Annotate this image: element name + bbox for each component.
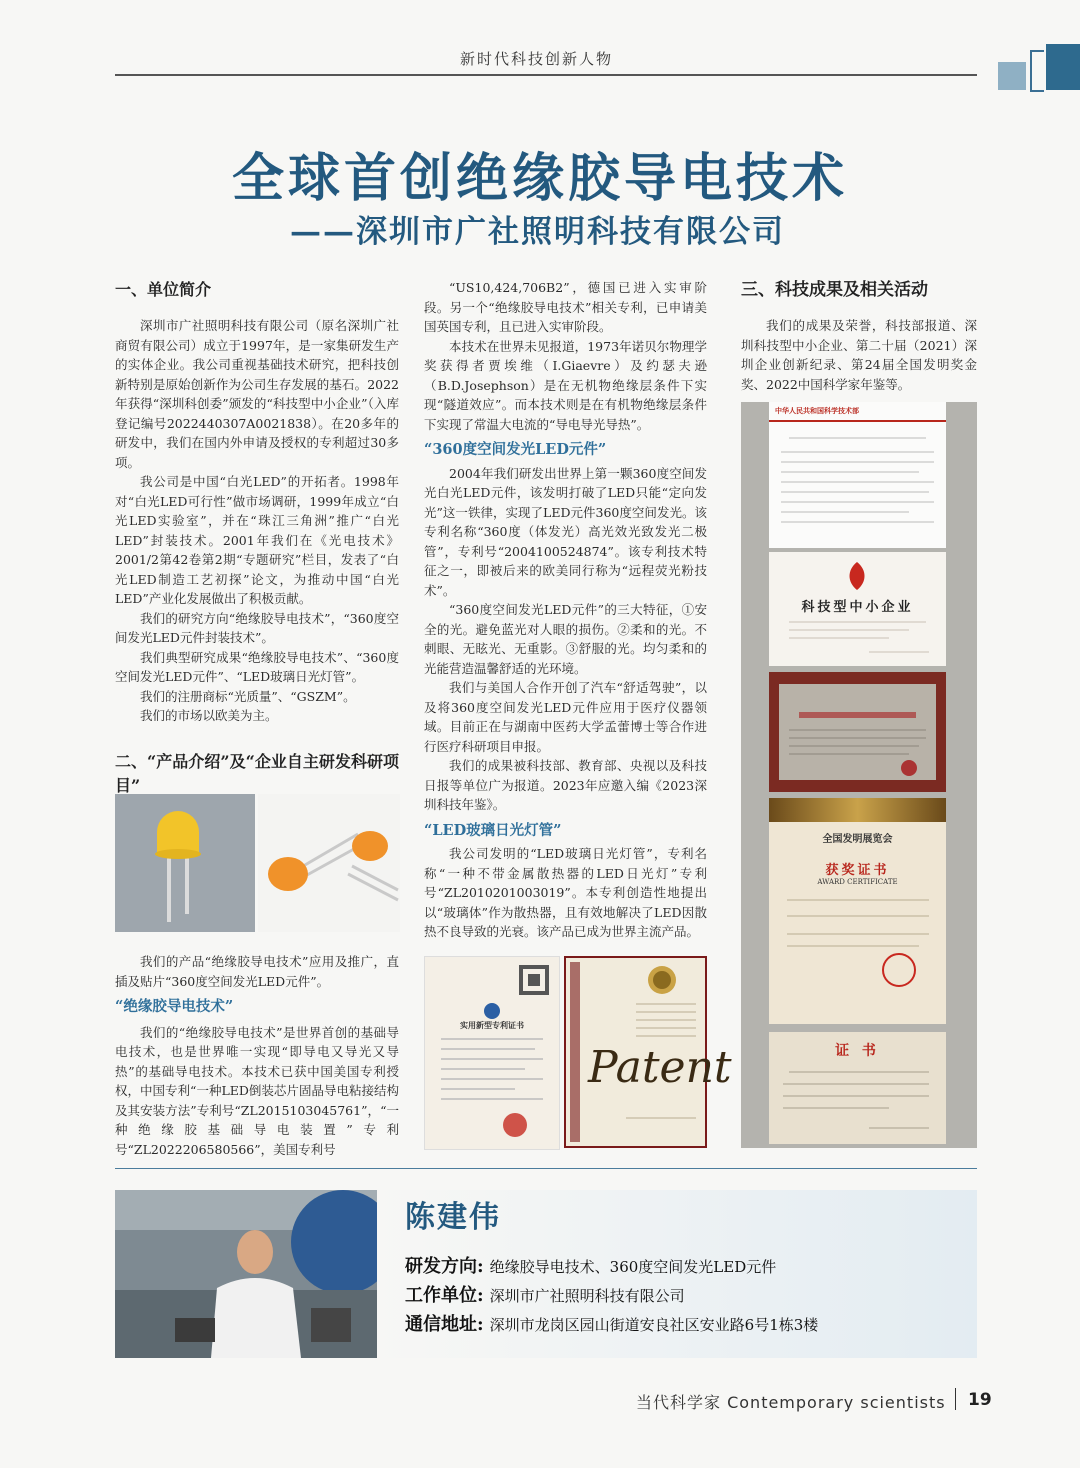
paragraph: “360度空间发光LED元件”的三大特征，①安全的光。避免蓝光对人眼的损伤。②柔和的光。不刺眼、无眩光、无重影。③舒服的光。均匀柔和的光能营造温馨舒适的光环境。	[424, 602, 707, 676]
page-number: 19	[968, 1390, 992, 1410]
section-heading-3: 三、科技成果及相关活动	[741, 280, 928, 300]
running-header: 新时代科技创新人物	[460, 50, 614, 68]
subheading-glass-tube: “LED玻璃日光灯管”	[424, 821, 562, 839]
profile-value: 深圳市广社照明科技有限公司	[489, 1287, 685, 1305]
profile-row-address	[405, 1310, 818, 1336]
paragraph: 我们的产品“绝缘胶导电技术”应用及推广，直插及贴片“360度空间发光LED元件”。	[115, 954, 399, 989]
product-photo-orange-leds	[258, 794, 400, 932]
utility-model-certificate-image	[424, 956, 560, 1150]
subheading-360-led: “360度空间发光LED元件”	[424, 441, 607, 458]
paragraph: 我们的“绝缘胶导电技术”是世界首创的基础导电技术，也是世界唯一实现“即导电又导光又导热”的基础导电技术。本技术已获中国美国专利授权，中国专利“一种LED倒装芯片固晶导电粘接结构及其安装方法”专利号“ZL2015103045761”，“一种绝缘胶基础导电装置”专利号“ZL2022206580566”，美国专利号	[115, 1024, 399, 1157]
section-divider	[115, 1168, 977, 1169]
scientist-yearbook-certificate-image	[769, 1032, 946, 1144]
certificates-collage	[741, 402, 977, 1148]
article-subtitle: ——深圳市广社照明科技有限公司	[290, 214, 785, 250]
profile-value: 深圳市龙岗区园山街道安良社区安业路6号1栋3楼	[489, 1316, 819, 1334]
column-1-top	[115, 278, 399, 798]
sme-certificate-title: 科技型中小企业	[801, 600, 914, 615]
column-2	[424, 278, 707, 942]
header-rule	[115, 74, 977, 76]
researcher-photo	[115, 1190, 377, 1358]
profile-label: 通信地址:	[405, 1314, 484, 1335]
ministry-report-image	[769, 402, 946, 548]
product-photo-yellow-led	[115, 794, 255, 932]
paragraph: 深圳市广社照明科技有限公司（原名深圳广社商贸有限公司）成立于1997年，是一家集研发生产的实体企业。我公司重视基础技术研究，把科技创新特别是原始创新作为公司生存发展的基石。2022年获得“深圳科创委”颁发的“科技型中小企业”（入库登记编号2022440307A0021838）。在20多年的研发中，我们在国内外申请及授权的专利超过30多项。	[115, 318, 399, 470]
innovation-record-plaque-image	[769, 672, 946, 792]
magazine-name: 当代科学家 Contemporary scientists	[636, 1393, 946, 1412]
utility-model-certificate-title: 实用新型专利证书	[460, 1020, 524, 1030]
paragraph: 本技术在世界未见报道，1973年诺贝尔物理学奖获得者贾埃维（I.Giaevre）及约瑟夫逊（B.D.Josephson）是在无机物绝缘层条件下实现“隧道效应”。而本技术则是在有机物绝缘层条件下实现了常温大电流的“导电导光导热”。	[424, 338, 707, 432]
paragraph: 我们的注册商标“光质量”、“GSZM”。	[140, 688, 356, 704]
paragraph: 我们的成果及荣誉，科技部报道、深圳科技型中小企业、第二十届（2021）深圳企业创新纪录、第24届全国发明奖金奖、2022中国科学家年鉴等。	[741, 318, 977, 392]
paragraph: 我们的研究方向“绝缘胶导电技术”，“360度空间发光LED元件封装技术”。	[115, 610, 399, 645]
profile-label: 工作单位:	[405, 1285, 484, 1306]
header-decoration-square-dark	[1046, 44, 1080, 90]
award-certificate-english: AWARD CERTIFICATE	[817, 878, 898, 886]
paragraph: 我们典型研究成果“绝缘胶导电技术”、“360度空间发光LED元件”、“LED玻璃日光灯管”。	[115, 649, 399, 684]
certificate-title: 证 书	[835, 1043, 880, 1059]
award-certificate-title: 获奖证书	[825, 863, 890, 878]
profile-row-research	[405, 1252, 776, 1278]
header-decoration-square-light	[998, 62, 1026, 90]
researcher-name: 陈建伟	[405, 1200, 501, 1235]
patent-script-word: Patent	[588, 1042, 732, 1093]
invention-award-certificate-image	[769, 798, 946, 1024]
paragraph: 我们的成果被科技部、教育部、央视以及科技日报等单位广为报道。2023年应邀入编《2023深圳科技年鉴》。	[424, 758, 707, 812]
paragraph: 我公司是中国“白光LED”的开拓者。1998年对“白光LED可行性”做市场调研，1999年成立“白光LED实验室”，并在“珠江三角洲”推广“白光LED”封装技术。2001年我们在《光电技术》2001/2第42卷第2期“专题研究”栏目，发表了“白光LED制造工艺初探”论文，为推动中国“白光LED”产业化发展做出了积极贡献。	[115, 474, 399, 606]
column-3	[741, 278, 977, 394]
paragraph: 我们的市场以欧美为主。	[140, 708, 278, 723]
profile-label: 研发方向:	[405, 1256, 484, 1277]
paragraph: 我们与美国人合作开创了汽车“舒适驾驶”，以及将360度空间发光LED元件应用于医疗仪器领域。目前正在与湖南中医药大学孟蕾博士等合作进行医疗科研项目申报。	[424, 680, 707, 754]
sme-certificate-image	[769, 552, 946, 666]
article-title: 全球首创绝缘胶导电技术	[231, 148, 848, 209]
ministry-report-header: 中华人民共和国科学技术部	[769, 402, 946, 422]
section-heading-1: 一、单位简介	[115, 280, 212, 299]
profile-row-employer	[405, 1281, 685, 1307]
us-patent-image	[564, 956, 732, 1148]
subheading-insulating-glue: “绝缘胶导电技术”	[115, 998, 234, 1015]
paragraph: “US10,424,706B2”，德国已进入实审阶段。另一个“绝缘胶导电技术”相关专利，已申请美国英国专利，且已进入实审阶段。	[424, 280, 707, 334]
paragraph: 2004年我们研发出世界上第一颗360度空间发光白光LED元件，该发明打破了LED只能“定向发光”这一铁律，实现了LED元件360度空间发光。该专利名称“360度（体发光）高光效光致发光二极管”，专利号“2004100524874”。该专利技术特征之一，即被后来的欧美同行称为“远程荧光粉技术”。	[424, 465, 707, 598]
profile-value: 绝缘胶导电技术、360度空间发光LED元件	[489, 1258, 777, 1276]
award-exhibition-title: 全国发明展览会	[822, 834, 893, 845]
header-decoration-bracket	[1030, 50, 1044, 92]
section-heading-2: 二、“产品介绍”及“企业自主研发科研项目”	[115, 751, 399, 795]
footer-separator	[955, 1388, 956, 1410]
paragraph: 我公司发明的“LED玻璃日光灯管”，专利名称“一种不带金属散热器的LED日光灯”专利号“ZL2010201003019”。本专利创造性地提出以“玻璃体”作为散热器，且有效地解决了LED因散热不良导致的光衰。该产品已成为世界主流产品。	[424, 846, 707, 939]
column-1-bottom	[115, 952, 399, 1159]
